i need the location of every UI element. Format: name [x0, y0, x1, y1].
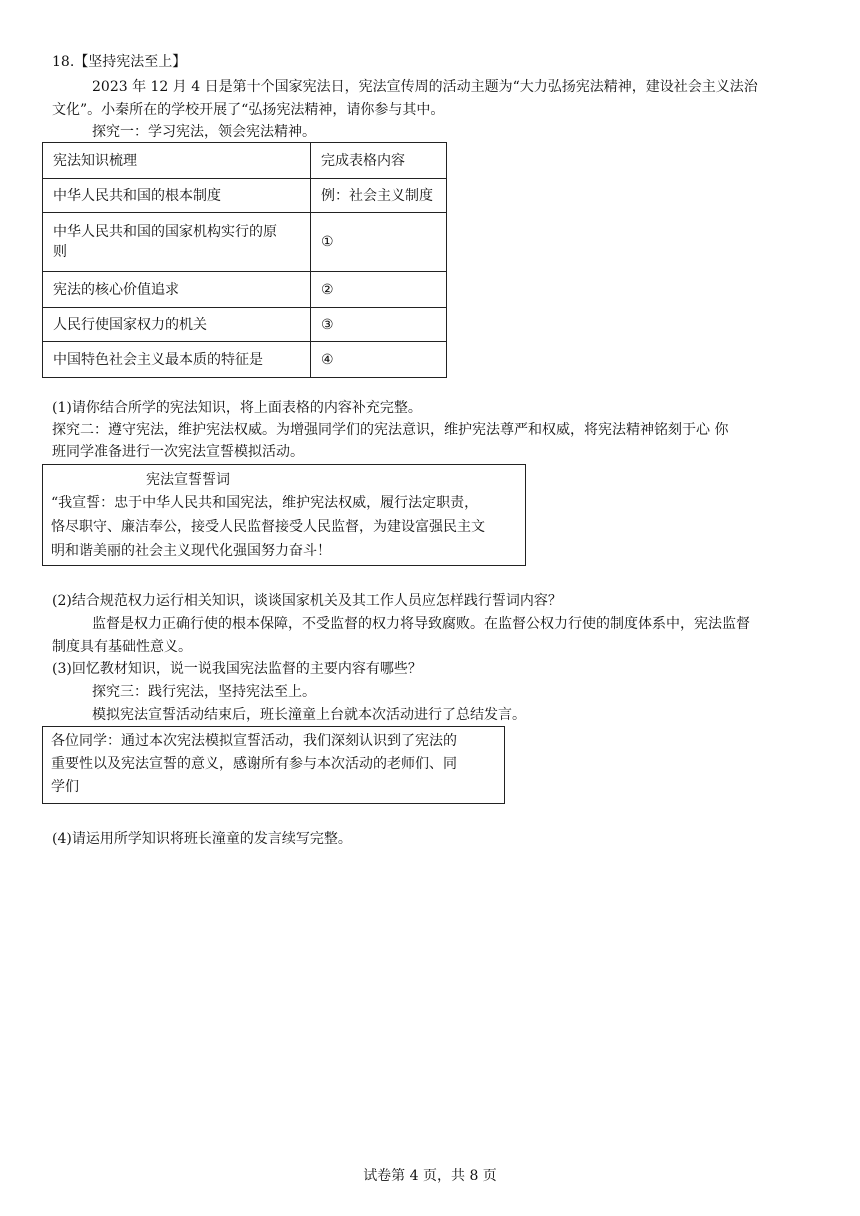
question-1: (1)请你结合所学的宪法知识，将上面表格的内容补充完整。 [52, 400, 422, 416]
table-row [43, 272, 447, 308]
table-row [43, 342, 447, 378]
supervision-line-2: 制度具有基础性意义。 [52, 639, 192, 655]
oath-line-1: “我宣誓：忠于中华人民共和国宪法，维护宪法权威，履行法定职责， [51, 495, 479, 511]
table-header-row [43, 143, 447, 179]
table-cell [43, 213, 311, 272]
table-row [43, 179, 447, 213]
table-header-cell: 宪法知识梳理 [43, 143, 311, 179]
supervision-line-1: 监督是权力正确行使的根本保障，不受监督的权力将导致腐败。在监督公权力行使的制度体系中，宪法监督 [92, 616, 750, 632]
question-4: (4)请运用所学知识将班长潼童的发言续写完整。 [52, 831, 352, 847]
oath-line-2: 恪尽职守、廉洁奉公，接受人民监督接受人民监督，为建设富强民主文 [51, 519, 485, 535]
oath-line-3: 明和谐美丽的社会主义现代化强国努力奋斗！ [51, 543, 331, 559]
table-cell: 中华人民共和国的根本制度 [43, 179, 311, 213]
table-cell: ① [311, 213, 447, 272]
table-cell: 宪法的核心价值追求 [43, 272, 311, 308]
question-title: 18.【坚持宪法至上】 [52, 54, 187, 70]
question-3: (3)回忆教材知识，说一说我国宪法监督的主要内容有哪些？ [52, 661, 422, 677]
speech-line-1: 各位同学：通过本次宪法模拟宣誓活动，我们深刻认识到了宪法的 [51, 733, 457, 749]
table-cell: ② [311, 272, 447, 308]
table-cell: ④ [311, 342, 447, 378]
speech-line-2: 重要性以及宪法宣誓的意义，感谢所有参与本次活动的老师们、同 [51, 756, 457, 772]
explore-one: 探究一：学习宪法，领会宪法精神。 [92, 124, 316, 140]
oath-title: 宪法宣誓誓词 [146, 472, 230, 488]
table-cell-line: 则 [53, 244, 67, 260]
oath-box [42, 464, 526, 566]
table-row [43, 213, 447, 272]
table-cell-line: 中华人民共和国的国家机构实行的原 [53, 224, 277, 240]
intro-line-2: 文化”。小秦所在的学校开展了“弘扬宪法精神，请你参与其中。 [52, 102, 445, 118]
speech-line-3: 学们 [51, 779, 79, 795]
table-row [43, 308, 447, 342]
table-cell: 人民行使国家权力的机关 [43, 308, 311, 342]
explore-two-line-1: 探究二：遵守宪法，维护宪法权威。为增强同学们的宪法意识，维护宪法尊严和权威，将宪法精神铭刻于心 你 [52, 422, 729, 438]
question-2: (2)结合规范权力运行相关知识，谈谈国家机关及其工作人员应怎样践行誓词内容？ [52, 593, 562, 609]
table-cell: 例：社会主义制度 [311, 179, 447, 213]
table-header-cell: 完成表格内容 [311, 143, 447, 179]
intro-line-1: 2023 年 12 月 4 日是第十个国家宪法日，宪法宣传周的活动主题为“大力弘扬宪法精神，建设社会主义法治 [92, 79, 758, 95]
table-cell: 中国特色社会主义最本质的特征是 [43, 342, 311, 378]
table-cell: ③ [311, 308, 447, 342]
explore-three-desc: 模拟宪法宣誓活动结束后，班长潼童上台就本次活动进行了总结发言。 [92, 707, 526, 723]
knowledge-table [42, 142, 447, 378]
page-footer: 试卷第 4 页，共 8 页 [363, 1168, 497, 1184]
speech-box [42, 726, 505, 804]
explore-three: 探究三：践行宪法，坚持宪法至上。 [92, 684, 316, 700]
explore-two-line-2: 班同学准备进行一次宪法宣誓模拟活动。 [52, 444, 304, 460]
